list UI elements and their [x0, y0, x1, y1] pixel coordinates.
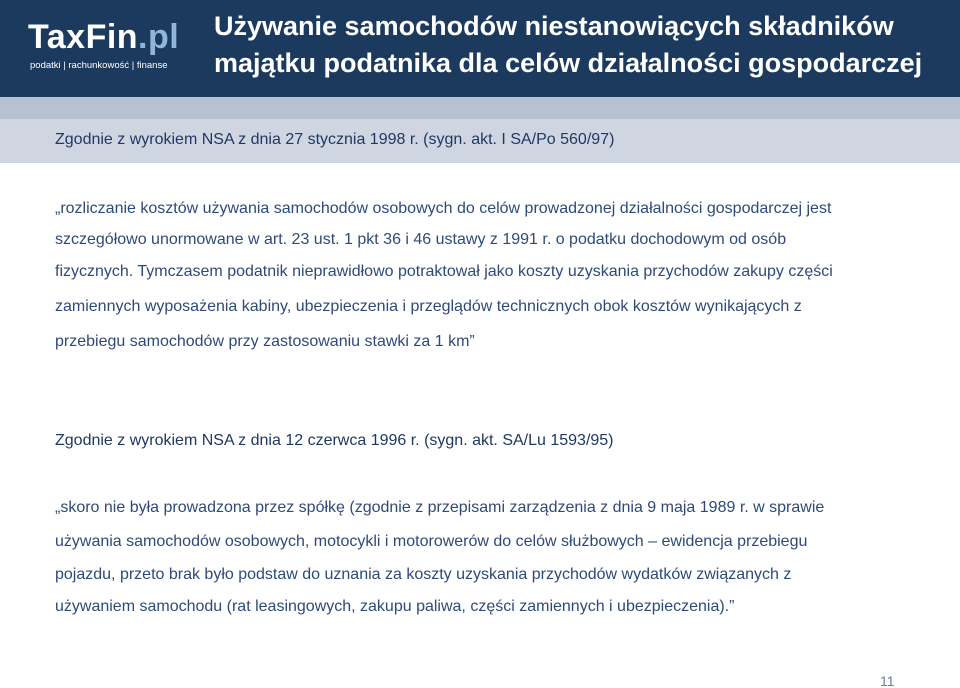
- ruling-citation-2: Zgodnie z wyrokiem NSA z dnia 12 czerwca 1996 r. (sygn. akt. SA/Lu 1593/95): [55, 432, 614, 449]
- quote-2-line-1: „skoro nie była prowadzona przez spółkę (zgodnie z przepisami zarządzenia z dnia 9 maja 1989 r. w sprawie: [55, 499, 825, 516]
- quote-2-line-2: używania samochodów osobowych, motocykli i motorowerów do celów służbowych – ewidencja przebiegu: [55, 533, 808, 550]
- quote-1-line-1: „rozliczanie kosztów używania samochodów osobowych do celów prowadzonej działalności gospodarczej jest: [55, 200, 832, 217]
- page-number: 11: [880, 673, 895, 688]
- ruling-citation-1: Zgodnie z wyrokiem NSA z dnia 27 stycznia 1998 r. (sygn. akt. I SA/Po 560/97): [55, 131, 615, 148]
- slide-title-line-2: majątku podatnika dla celów działalności gospodarczej: [214, 48, 923, 78]
- header-bar: [0, 0, 960, 97]
- logo-name: TaxFin: [28, 18, 139, 56]
- subheader-band: [0, 97, 960, 163]
- logo-tld: .pl: [138, 18, 180, 56]
- quote-2-line-3: pojazdu, przeto brak było podstaw do uznania za koszty uzyskania przychodów wydatków związanych z: [55, 566, 792, 583]
- taxfin-logo: [28, 18, 198, 80]
- logo-wordmark: [28, 18, 179, 57]
- slide-title: [214, 8, 944, 82]
- slide-title-line-1: Używanie samochodów niestanowiących składników: [214, 11, 894, 41]
- quote-1-line-5: przebiegu samochodów przy zastosowaniu stawki za 1 km”: [55, 333, 475, 350]
- logo-tagline: podatki | rachunkowość | finanse: [30, 60, 168, 71]
- quote-1-line-3: fizycznych. Tymczasem podatnik nieprawidłowo potraktował jako koszty uzyskania przychodów zakupy części: [55, 263, 833, 280]
- quote-1-line-4: zamiennych wyposażenia kabiny, ubezpieczenia i przeglądów technicznych obok kosztów wynikających z: [55, 298, 802, 315]
- quote-1-line-2: szczegółowo unormowane w art. 23 ust. 1 pkt 36 i 46 ustawy z 1991 r. o podatku dochodowym od osób: [55, 231, 787, 248]
- quote-2-line-4: używaniem samochodu (rat leasingowych, zakupu paliwa, części zamiennych i ubezpieczenia).”: [55, 598, 735, 615]
